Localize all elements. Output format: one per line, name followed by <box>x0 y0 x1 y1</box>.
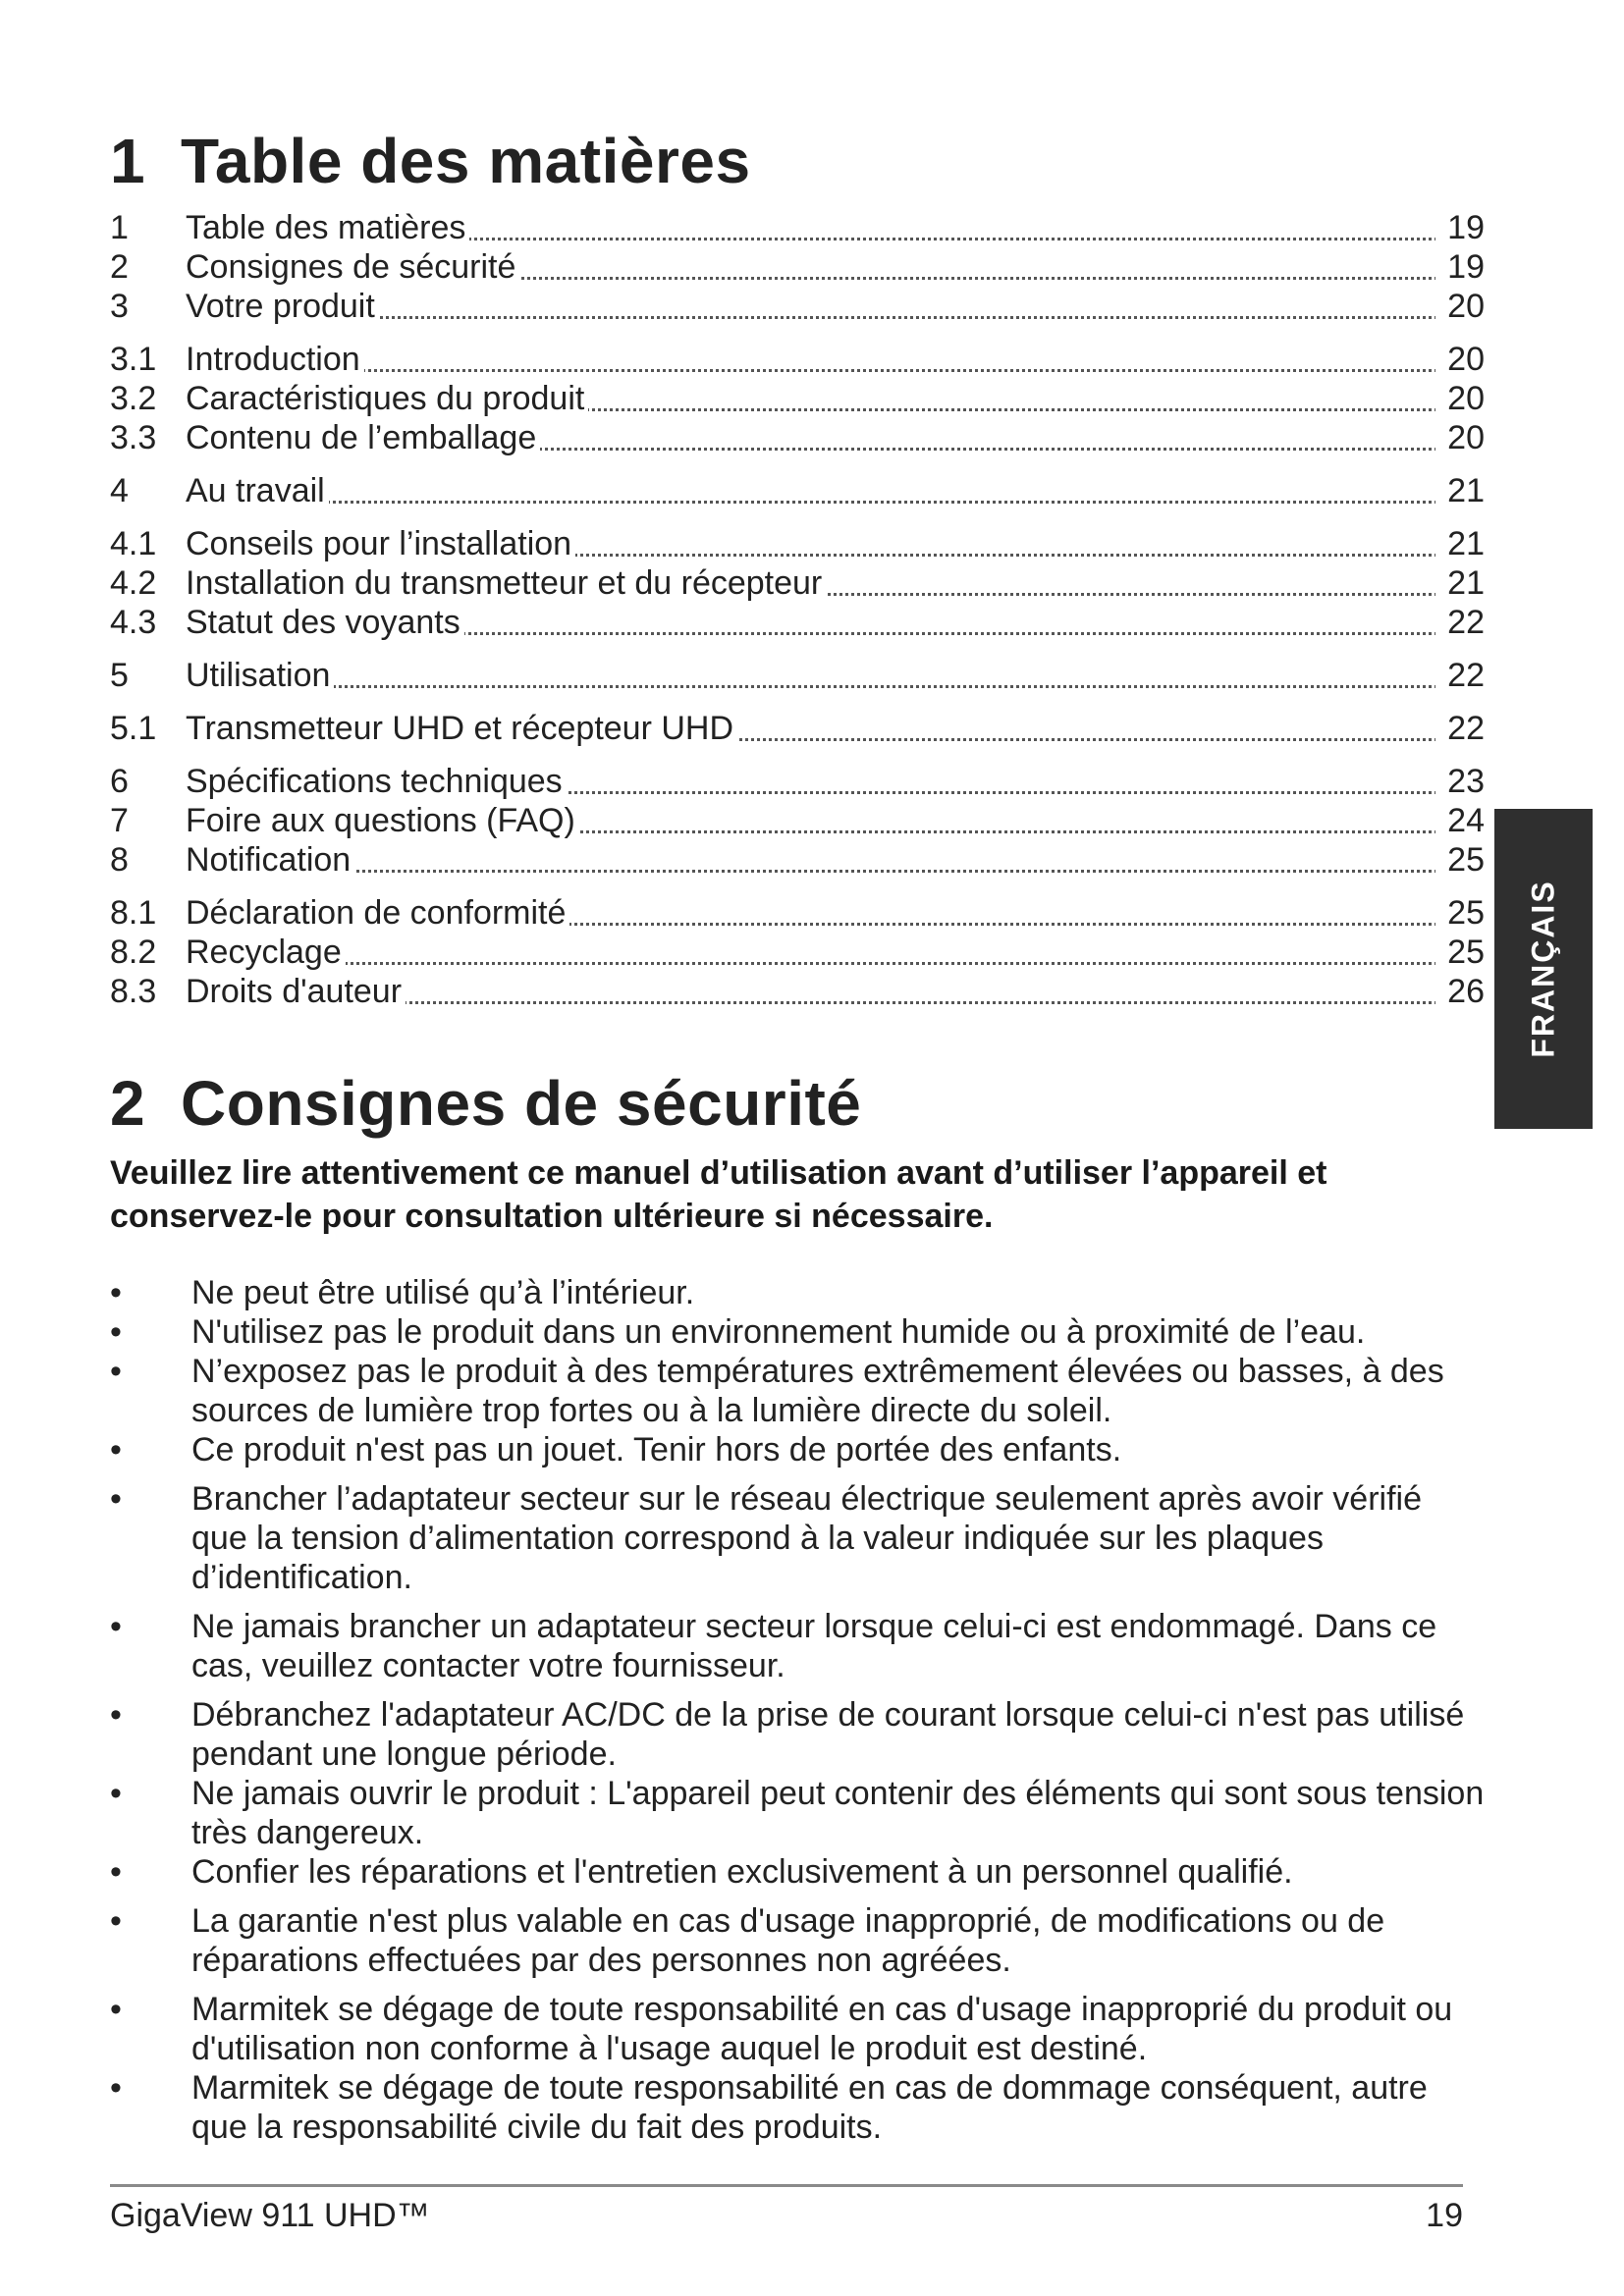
toc-entry <box>110 801 1485 840</box>
safety-instruction-item <box>110 1774 1485 1852</box>
toc-entry <box>110 762 1485 801</box>
safety-instruction-item <box>110 1695 1485 1774</box>
toc-entry <box>110 603 1485 642</box>
safety-instruction-item <box>110 2068 1485 2147</box>
toc-entry-page: 20 <box>1435 379 1485 418</box>
toc-entry-number: 8 <box>110 841 129 879</box>
toc-entry <box>110 208 1485 247</box>
safety-instruction-text: Ne peut être utilisé qu’à l’intérieur. <box>191 1274 695 1311</box>
toc-entry-label: Droits d'auteur <box>186 972 406 1011</box>
safety-instruction-item <box>110 1430 1485 1469</box>
toc-heading-text: Table des matières <box>181 126 751 196</box>
bullet-point-icon: • <box>110 1431 122 1468</box>
toc-entry-page: 25 <box>1435 840 1485 880</box>
safety-instruction-text: Confier les réparations et l'entretien exclusivement à un personnel qualifié. <box>191 1853 1293 1891</box>
toc-entry-label: Statut des voyants <box>186 603 464 642</box>
toc-entry-label: Notification <box>186 840 354 880</box>
safety-instruction-text: Ne jamais ouvrir le produit : L'appareil peut contenir des éléments qui sont sous tension très dangereux. <box>191 1775 1485 1851</box>
toc-entry <box>110 933 1485 972</box>
toc-entry-page: 24 <box>1435 801 1485 840</box>
toc-entry <box>110 471 1485 510</box>
toc-entry-page: 23 <box>1435 762 1485 801</box>
toc-entry-page: 21 <box>1435 524 1485 563</box>
toc-entry-page: 25 <box>1435 893 1485 933</box>
toc-entry-label: Conseils pour l’installation <box>186 524 575 563</box>
safety-instruction-item <box>110 1479 1485 1597</box>
footer-page-number: 19 <box>1426 2197 1463 2234</box>
bullet-point-icon: • <box>110 1853 122 1891</box>
toc-entry-page: 20 <box>1435 340 1485 379</box>
toc-entry-label: Introduction <box>186 340 364 379</box>
bullet-point-icon: • <box>110 1480 122 1518</box>
safety-instruction-item <box>110 1990 1485 2068</box>
safety-instruction-item <box>110 1901 1485 1980</box>
language-tab-label: FRANÇAIS <box>1525 880 1561 1058</box>
toc-entry-page: 20 <box>1435 287 1485 326</box>
safety-heading-text: Consignes de sécurité <box>181 1068 862 1139</box>
toc-entry-number: 4.1 <box>110 525 157 562</box>
safety-instruction-text: N’exposez pas le produit à des températures extrêmement élevées ou basses, à des sources de lumière trop fortes ou à la lumière directe du soleil. <box>191 1353 1444 1429</box>
toc-entry-number: 1 <box>110 209 129 246</box>
toc-entry-label: Transmetteur UHD et récepteur UHD <box>186 709 737 748</box>
toc-entry-label: Foire aux questions (FAQ) <box>186 801 579 840</box>
toc-entry <box>110 524 1485 563</box>
toc-entry-label: Table des matières <box>186 208 469 247</box>
footer-product-name: GigaView 911 UHD™ <box>110 2197 430 2234</box>
bullet-point-icon: • <box>110 1991 122 2028</box>
bullet-point-icon: • <box>110 2069 122 2107</box>
toc-entry <box>110 247 1485 287</box>
toc-entry-number: 2 <box>110 248 129 286</box>
bullet-point-icon: • <box>110 1353 122 1390</box>
toc-entry-number: 8.1 <box>110 894 157 932</box>
toc-dot-leader <box>186 369 1437 372</box>
toc-entry-page: 21 <box>1435 471 1485 510</box>
safety-instruction-text: Marmitek se dégage de toute responsabilité en cas de dommage conséquent, autre que la responsabilité civile du fait des produits. <box>191 2069 1428 2146</box>
toc-entry <box>110 418 1485 457</box>
toc-entry-number: 3.1 <box>110 341 157 378</box>
toc-entry-number: 3.2 <box>110 380 157 417</box>
toc-entry-page: 20 <box>1435 418 1485 457</box>
toc-entry-number: 4.2 <box>110 564 157 602</box>
toc-entry-number: 4 <box>110 472 129 509</box>
toc-entry-page: 22 <box>1435 603 1485 642</box>
safety-instruction-text: N'utilisez pas le produit dans un environnement humide ou à proximité de l’eau. <box>191 1313 1366 1351</box>
safety-instruction-text: La garantie n'est plus valable en cas d'usage inapproprié, de modifications ou de réparations effectuées par des personnes non agréées. <box>191 1902 1385 1979</box>
toc-heading-number: 1 <box>110 126 146 196</box>
toc-entry <box>110 340 1485 379</box>
toc-entry-page: 19 <box>1435 247 1485 287</box>
safety-instructions-list <box>110 1273 1485 2147</box>
safety-instruction-text: Marmitek se dégage de toute responsabilité en cas d'usage inapproprié du produit ou d'utilisation non conforme à l'usage auquel le produit est destiné. <box>191 1991 1453 2067</box>
safety-heading-number: 2 <box>110 1068 146 1139</box>
bullet-point-icon: • <box>110 1902 122 1940</box>
toc-dot-leader <box>186 870 1437 873</box>
toc-entry <box>110 656 1485 695</box>
safety-instruction-text: Brancher l’adaptateur secteur sur le réseau électrique seulement après avoir vérifié que la tension d’alimentation correspond à la valeur indiquée sur les plaques d’identification. <box>191 1480 1422 1596</box>
toc-entry-label: Déclaration de conformité <box>186 893 569 933</box>
toc-entry-page: 22 <box>1435 709 1485 748</box>
language-tab <box>1494 809 1593 1129</box>
toc-entry-page: 21 <box>1435 563 1485 603</box>
toc-entry <box>110 287 1485 326</box>
toc-entry-page: 19 <box>1435 208 1485 247</box>
toc-entry <box>110 379 1485 418</box>
safety-instruction-item <box>110 1312 1485 1352</box>
toc-dot-leader <box>186 685 1437 688</box>
toc-entry-number: 3 <box>110 288 129 325</box>
safety-instruction-item <box>110 1352 1485 1430</box>
table-of-contents <box>110 208 1485 1011</box>
toc-entry-label: Utilisation <box>186 656 334 695</box>
safety-instruction-text: Débranchez l'adaptateur AC/DC de la prise de courant lorsque celui-ci n'est pas utilisé pendant une longue période. <box>191 1696 1465 1773</box>
bullet-point-icon: • <box>110 1775 122 1812</box>
toc-entry-number: 3.3 <box>110 419 157 456</box>
toc-entry-number: 6 <box>110 763 129 800</box>
bullet-point-icon: • <box>110 1696 122 1734</box>
toc-entry-number: 4.3 <box>110 604 157 641</box>
toc-entry-label: Recyclage <box>186 933 346 972</box>
toc-dot-leader <box>186 962 1437 965</box>
bullet-point-icon: • <box>110 1313 122 1351</box>
toc-dot-leader <box>186 501 1437 504</box>
safety-intro: Veuillez lire attentivement ce manuel d’utilisation avant d’utiliser l’appareil et conservez-le pour consultation ultérieure si nécessaire. <box>110 1154 1327 1235</box>
toc-entry-label: Caractéristiques du produit <box>186 379 588 418</box>
safety-instruction-item <box>110 1607 1485 1685</box>
toc-entry-label: Au travail <box>186 471 329 510</box>
toc-entry <box>110 563 1485 603</box>
toc-entry <box>110 972 1485 1011</box>
toc-entry-number: 7 <box>110 802 129 839</box>
toc-entry-page: 22 <box>1435 656 1485 695</box>
footer-divider <box>110 2184 1463 2187</box>
toc-entry <box>110 840 1485 880</box>
toc-entry-number: 8.2 <box>110 934 157 971</box>
toc-entry-number: 5 <box>110 657 129 694</box>
toc-entry-page: 26 <box>1435 972 1485 1011</box>
toc-entry-label: Consignes de sécurité <box>186 247 519 287</box>
safety-instruction-item <box>110 1852 1485 1892</box>
toc-entry-label: Installation du transmetteur et du récepteur <box>186 563 826 603</box>
safety-instruction-item <box>110 1273 1485 1312</box>
toc-heading <box>110 126 751 196</box>
toc-entry-label: Votre produit <box>186 287 379 326</box>
toc-entry-number: 8.3 <box>110 973 157 1010</box>
safety-heading <box>110 1068 862 1139</box>
toc-entry-label: Contenu de l’emballage <box>186 418 540 457</box>
toc-entry-number: 5.1 <box>110 710 157 747</box>
safety-instruction-text: Ne jamais brancher un adaptateur secteur lorsque celui-ci est endommagé. Dans ce cas, veuillez contacter votre fournisseur. <box>191 1608 1437 1684</box>
safety-instruction-text: Ce produit n'est pas un jouet. Tenir hors de portée des enfants. <box>191 1431 1122 1468</box>
toc-entry <box>110 709 1485 748</box>
toc-entry <box>110 893 1485 933</box>
bullet-point-icon: • <box>110 1274 122 1311</box>
toc-entry-label: Spécifications techniques <box>186 762 567 801</box>
bullet-point-icon: • <box>110 1608 122 1645</box>
toc-entry-page: 25 <box>1435 933 1485 972</box>
